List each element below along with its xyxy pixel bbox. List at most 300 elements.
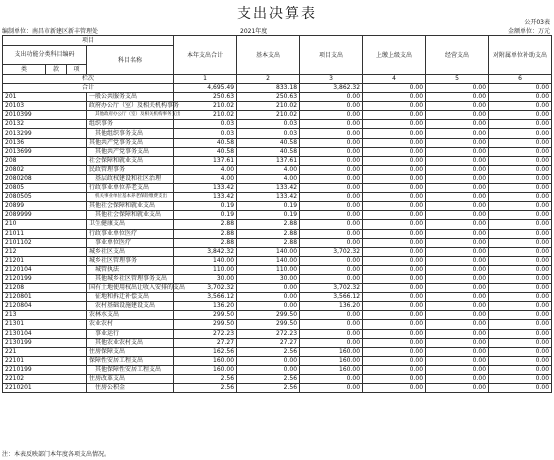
amount-cell: 0.00 (300, 174, 363, 183)
col-number: 5 (426, 75, 489, 84)
amount-cell: 27.27 (174, 338, 237, 347)
subject-name: 政府办公厅（室）及相关机构事务 (87, 102, 174, 111)
subject-code: 2120104 (3, 265, 87, 274)
col-header-upper: 上缴上级支出 (363, 36, 426, 75)
subject-code: 21301 (3, 320, 87, 329)
amount-cell: 0.00 (363, 338, 426, 347)
subject-name: 其他政府办公厅（室）及相关机构事务支出 (87, 111, 174, 120)
amount-cell: 250.63 (237, 93, 300, 102)
func-code-header: 支出功能分类科目编码 (3, 46, 87, 65)
table-row (3, 102, 552, 111)
table-row (3, 165, 552, 174)
amount-cell: 0.00 (489, 93, 552, 102)
amount-cell: 0.00 (363, 111, 426, 120)
footnote: 注：本表反映部门本年度各项支出情况。 (2, 451, 111, 458)
amount-cell: 0.00 (426, 211, 489, 220)
amount-cell: 0.00 (426, 111, 489, 120)
amount-cell: 0.00 (300, 184, 363, 193)
amount-cell: 0.00 (363, 138, 426, 147)
subject-code: 208 (3, 156, 87, 165)
amount-cell: 0.00 (489, 220, 552, 229)
amount-cell: 2.56 (237, 375, 300, 384)
amount-cell: 0.00 (426, 156, 489, 165)
amount-cell: 0.00 (300, 202, 363, 211)
amount-cell: 0.00 (237, 365, 300, 374)
amount-cell: 140.00 (237, 256, 300, 265)
amount-cell: 0.00 (300, 129, 363, 138)
col-header-project: 项目支出 (300, 36, 363, 75)
amount-cell: 0.00 (426, 102, 489, 111)
amount-cell: 0.00 (363, 247, 426, 256)
amount-cell: 0.00 (489, 293, 552, 302)
amount-cell: 0.00 (489, 111, 552, 120)
amount-cell: 136.20 (300, 302, 363, 311)
table-row (3, 111, 552, 120)
amount-cell: 3,842.32 (174, 247, 237, 256)
amount-cell: 0.00 (363, 129, 426, 138)
kuan-header: 款 (46, 65, 67, 75)
amount-cell: 0.00 (363, 311, 426, 320)
subject-code: 2130199 (3, 338, 87, 347)
amount-cell: 0.00 (300, 256, 363, 265)
total-cell: 0.00 (426, 84, 489, 93)
amount-cell: 0.00 (489, 302, 552, 311)
amount-cell: 0.00 (300, 138, 363, 147)
subject-name: 行政事业单位医疗 (87, 229, 174, 238)
subject-name: 住房保障支出 (87, 347, 174, 356)
table-row (3, 93, 552, 102)
amount-cell: 3,566.12 (300, 293, 363, 302)
subject-name: 组织事务 (87, 120, 174, 129)
amount-cell: 0.00 (489, 329, 552, 338)
amount-cell: 0.00 (300, 265, 363, 274)
table-row (3, 293, 552, 302)
subject-name: 其他社会保障和就业支出 (87, 211, 174, 220)
subject-code: 2089999 (3, 211, 87, 220)
subject-code: 2080208 (3, 174, 87, 183)
amount-cell: 0.00 (300, 165, 363, 174)
col-number: 6 (489, 75, 552, 84)
subject-code: 20899 (3, 202, 87, 211)
amount-cell: 3,702.32 (300, 247, 363, 256)
amount-cell: 0.00 (426, 384, 489, 393)
subject-name: 机关事业单位基本养老保险缴费支出 (87, 193, 174, 202)
table-row (3, 356, 552, 365)
amount-cell: 0.00 (489, 147, 552, 156)
amount-cell: 0.19 (237, 211, 300, 220)
subject-code: 210 (3, 220, 87, 229)
amount-cell: 0.00 (426, 138, 489, 147)
amount-cell: 2.56 (237, 384, 300, 393)
amount-cell: 0.03 (237, 129, 300, 138)
amount-cell: 0.00 (363, 365, 426, 374)
amount-cell: 3,702.32 (300, 284, 363, 293)
report-meta (2, 26, 550, 35)
table-row (3, 138, 552, 147)
subject-code: 2120801 (3, 293, 87, 302)
amount-cell: 0.00 (489, 184, 552, 193)
subject-name: 农林水支出 (87, 311, 174, 320)
amount-cell: 272.23 (174, 329, 237, 338)
amount-cell: 0.00 (300, 338, 363, 347)
amount-cell: 0.00 (489, 120, 552, 129)
amount-cell: 0.00 (489, 211, 552, 220)
table-row (3, 229, 552, 238)
amount-cell: 0.00 (426, 274, 489, 283)
amount-cell: 2.88 (237, 238, 300, 247)
amount-cell: 160.00 (174, 365, 237, 374)
amount-cell: 40.58 (174, 138, 237, 147)
table-row (3, 338, 552, 347)
amount-cell: 0.00 (426, 302, 489, 311)
total-row (3, 84, 552, 93)
amount-cell: 160.00 (174, 356, 237, 365)
amount-cell: 0.00 (300, 147, 363, 156)
amount-cell: 0.00 (426, 265, 489, 274)
expenditure-table (2, 35, 552, 393)
amount-cell: 27.27 (237, 338, 300, 347)
table-row (3, 274, 552, 283)
amount-cell: 0.00 (426, 256, 489, 265)
amount-cell: 0.00 (300, 384, 363, 393)
total-label: 合计 (3, 84, 174, 93)
amount-cell: 0.19 (237, 202, 300, 211)
table-row (3, 220, 552, 229)
col-header-subsidy: 对附属单位补助支出 (489, 36, 552, 75)
amount-cell: 299.50 (174, 311, 237, 320)
subject-code: 20805 (3, 184, 87, 193)
amount-cell: 0.00 (426, 202, 489, 211)
amount-cell: 0.00 (489, 274, 552, 283)
amount-cell: 0.03 (174, 120, 237, 129)
amount-cell: 0.00 (237, 284, 300, 293)
subject-name: 社会保障和就业支出 (87, 156, 174, 165)
amount-cell: 210.02 (237, 111, 300, 120)
amount-cell: 0.00 (363, 265, 426, 274)
amount-cell: 0.00 (363, 274, 426, 283)
amount-cell: 0.00 (363, 356, 426, 365)
amount-cell: 4.00 (174, 174, 237, 183)
rownum-label: 栏次 (3, 75, 174, 84)
amount-cell: 137.61 (237, 156, 300, 165)
amount-cell: 160.00 (300, 365, 363, 374)
total-cell: 3,862.32 (300, 84, 363, 93)
amount-cell: 299.50 (237, 320, 300, 329)
amount-cell: 299.50 (174, 320, 237, 329)
col-header-total: 本年支出合计 (174, 36, 237, 75)
amount-cell: 3,566.12 (174, 293, 237, 302)
amount-cell: 0.00 (363, 293, 426, 302)
amount-cell: 0.00 (426, 93, 489, 102)
table-row (3, 193, 552, 202)
subject-name: 行政事业单位养老支出 (87, 184, 174, 193)
subject-name: 国有土地使用权出让收入安排的支出 (87, 284, 174, 293)
subject-name: 城乡社区管理事务 (87, 256, 174, 265)
amount-cell: 0.00 (489, 311, 552, 320)
amount-cell: 0.00 (300, 238, 363, 247)
amount-cell: 0.00 (489, 375, 552, 384)
amount-cell: 0.03 (174, 129, 237, 138)
subject-name: 其他保障性安居工程支出 (87, 365, 174, 374)
subject-name: 事业单位医疗 (87, 238, 174, 247)
amount-cell: 0.00 (363, 211, 426, 220)
amount-cell: 133.42 (174, 184, 237, 193)
amount-cell: 0.00 (363, 102, 426, 111)
subject-name: 其他组织事务支出 (87, 129, 174, 138)
table-row (3, 147, 552, 156)
amount-cell: 0.00 (426, 120, 489, 129)
amount-cell: 0.00 (489, 102, 552, 111)
subject-code: 20132 (3, 120, 87, 129)
amount-cell: 0.00 (489, 356, 552, 365)
table-row (3, 174, 552, 183)
report-year: 2021年度 (240, 28, 268, 35)
amount-cell: 0.00 (363, 284, 426, 293)
amount-cell: 0.00 (363, 347, 426, 356)
subject-name-header: 科目名称 (87, 46, 174, 75)
amount-cell: 0.00 (426, 329, 489, 338)
amount-cell: 0.00 (489, 174, 552, 183)
amount-cell: 0.00 (489, 365, 552, 374)
subject-code: 20136 (3, 138, 87, 147)
preparing-unit: 编制单位：南昌市新建区新丰管理处 (2, 28, 99, 35)
subject-name: 其他共产党事务支出 (87, 138, 174, 147)
table-row (3, 284, 552, 293)
amount-cell: 0.00 (300, 375, 363, 384)
project-header: 项目 (3, 36, 174, 46)
subject-code: 213 (3, 311, 87, 320)
amount-cell: 0.00 (426, 193, 489, 202)
amount-cell: 0.00 (363, 375, 426, 384)
subject-code: 20802 (3, 165, 87, 174)
table-row (3, 120, 552, 129)
amount-cell: 4.00 (237, 165, 300, 174)
amount-cell: 0.00 (300, 193, 363, 202)
amount-cell: 0.00 (426, 365, 489, 374)
amount-cell: 0.00 (363, 384, 426, 393)
amount-cell: 0.00 (363, 256, 426, 265)
subject-code: 20103 (3, 102, 87, 111)
subject-name: 卫生健康支出 (87, 220, 174, 229)
total-cell: 833.18 (237, 84, 300, 93)
amount-cell: 0.00 (489, 284, 552, 293)
amount-cell: 0.00 (237, 293, 300, 302)
amount-cell: 0.00 (363, 93, 426, 102)
amount-cell: 0.00 (363, 229, 426, 238)
subject-code: 2130104 (3, 329, 87, 338)
amount-cell: 0.00 (489, 202, 552, 211)
amount-cell: 0.00 (300, 329, 363, 338)
amount-cell: 2.88 (237, 220, 300, 229)
subject-code: 2010399 (3, 111, 87, 120)
amount-cell: 210.02 (174, 111, 237, 120)
table-row (3, 202, 552, 211)
amount-cell: 2.56 (174, 375, 237, 384)
amount-cell: 160.00 (300, 356, 363, 365)
subject-code: 201 (3, 93, 87, 102)
subject-code: 21201 (3, 256, 87, 265)
amount-cell: 0.00 (489, 238, 552, 247)
amount-cell: 0.00 (237, 302, 300, 311)
subject-name: 其他共产党事务支出 (87, 147, 174, 156)
amount-cell: 0.00 (426, 320, 489, 329)
amount-cell: 0.00 (489, 384, 552, 393)
subject-code: 21011 (3, 229, 87, 238)
subject-name: 其他社会保障和就业支出 (87, 202, 174, 211)
subject-name: 城管执法 (87, 265, 174, 274)
col-number: 3 (300, 75, 363, 84)
amount-cell: 0.19 (174, 202, 237, 211)
amount-cell: 0.00 (426, 229, 489, 238)
amount-cell: 2.88 (174, 238, 237, 247)
page-title: 支出决算表 (237, 6, 317, 22)
amount-cell: 0.00 (300, 111, 363, 120)
amount-cell: 0.00 (300, 311, 363, 320)
amount-cell: 210.02 (237, 102, 300, 111)
table-row (3, 329, 552, 338)
amount-cell: 162.56 (174, 347, 237, 356)
amount-cell: 0.00 (426, 247, 489, 256)
amount-cell: 0.00 (489, 129, 552, 138)
subject-code: 2120804 (3, 302, 87, 311)
amount-cell: 0.00 (489, 156, 552, 165)
table-row (3, 247, 552, 256)
col-number: 2 (237, 75, 300, 84)
amount-cell: 0.00 (489, 165, 552, 174)
amount-cell: 2.88 (237, 229, 300, 238)
amount-cell: 0.00 (426, 184, 489, 193)
subject-code: 22102 (3, 375, 87, 384)
table-row (3, 156, 552, 165)
amount-cell: 0.00 (489, 138, 552, 147)
amount-cell: 4.00 (174, 165, 237, 174)
amount-cell: 0.00 (489, 320, 552, 329)
amount-cell: 272.23 (237, 329, 300, 338)
amount-cell: 0.00 (363, 220, 426, 229)
amount-cell: 110.00 (237, 265, 300, 274)
amount-cell: 3,702.32 (174, 284, 237, 293)
amount-cell: 2.56 (174, 384, 237, 393)
col-number: 1 (174, 75, 237, 84)
amount-cell: 0.00 (363, 202, 426, 211)
amount-cell: 40.58 (237, 138, 300, 147)
subject-code: 21208 (3, 284, 87, 293)
table-row (3, 365, 552, 374)
amount-cell: 140.00 (237, 247, 300, 256)
amount-cell: 137.61 (174, 156, 237, 165)
amount-cell: 133.42 (237, 193, 300, 202)
amount-cell: 0.00 (426, 311, 489, 320)
subject-name: 一般公共服务支出 (87, 93, 174, 102)
table-row (3, 320, 552, 329)
amount-cell: 140.00 (174, 256, 237, 265)
total-cell: 0.00 (489, 84, 552, 93)
amount-cell: 0.00 (426, 356, 489, 365)
amount-cell: 110.00 (174, 265, 237, 274)
amount-cell: 40.58 (174, 147, 237, 156)
subject-name: 其他农业农村支出 (87, 338, 174, 347)
subject-name: 征地和拆迁补偿支出 (87, 293, 174, 302)
amount-cell: 0.00 (363, 329, 426, 338)
amount-cell: 0.00 (426, 338, 489, 347)
amount-cell: 0.00 (489, 347, 552, 356)
table-row (3, 184, 552, 193)
amount-cell: 0.00 (300, 102, 363, 111)
amount-cell: 0.19 (174, 211, 237, 220)
lei-header: 类 (3, 65, 46, 75)
amount-cell: 0.00 (363, 120, 426, 129)
amount-cell: 299.50 (237, 311, 300, 320)
amount-cell: 0.00 (363, 156, 426, 165)
amount-cell: 0.00 (300, 93, 363, 102)
subject-name: 保障性安居工程支出 (87, 356, 174, 365)
amount-cell: 0.00 (489, 338, 552, 347)
amount-cell: 0.00 (237, 356, 300, 365)
xiang-header: 项 (67, 65, 87, 75)
subject-code: 212 (3, 247, 87, 256)
subject-name: 城乡社区支出 (87, 247, 174, 256)
table-row (3, 238, 552, 247)
amount-cell: 0.00 (363, 184, 426, 193)
amount-cell: 0.00 (300, 229, 363, 238)
amount-cell: 0.00 (426, 129, 489, 138)
amount-cell: 0.00 (300, 220, 363, 229)
table-row (3, 375, 552, 384)
subject-name: 民政管理事务 (87, 165, 174, 174)
amount-cell: 0.00 (363, 174, 426, 183)
amount-cell: 0.00 (489, 229, 552, 238)
amount-cell: 0.00 (363, 165, 426, 174)
table-row (3, 211, 552, 220)
amount-cell: 0.00 (489, 193, 552, 202)
amount-cell: 0.00 (300, 274, 363, 283)
amount-cell: 2.88 (174, 229, 237, 238)
amount-cell: 136.20 (174, 302, 237, 311)
subject-code: 2210201 (3, 384, 87, 393)
amount-cell: 0.00 (426, 284, 489, 293)
subject-name: 农村基础设施建设支出 (87, 302, 174, 311)
col-header-basic: 基本支出 (237, 36, 300, 75)
table-row (3, 347, 552, 356)
total-cell: 0.00 (363, 84, 426, 93)
money-unit: 金额单位：万元 (507, 28, 550, 35)
amount-cell: 0.00 (300, 320, 363, 329)
amount-cell: 40.58 (237, 147, 300, 156)
amount-cell: 0.00 (489, 265, 552, 274)
amount-cell: 0.00 (426, 147, 489, 156)
subject-name: 农业农村 (87, 320, 174, 329)
subject-name: 其他城乡社区管理事务支出 (87, 274, 174, 283)
amount-cell: 0.00 (363, 320, 426, 329)
amount-cell: 250.63 (174, 93, 237, 102)
amount-cell: 0.00 (363, 302, 426, 311)
subject-code: 2210199 (3, 365, 87, 374)
table-row (3, 256, 552, 265)
subject-name: 事业运行 (87, 329, 174, 338)
subject-code: 22101 (3, 356, 87, 365)
amount-cell: 0.03 (237, 120, 300, 129)
col-number: 4 (363, 75, 426, 84)
col-header-business: 经营支出 (426, 36, 489, 75)
amount-cell: 2.88 (174, 220, 237, 229)
subject-code: 221 (3, 347, 87, 356)
table-row (3, 129, 552, 138)
amount-cell: 0.00 (300, 156, 363, 165)
total-cell: 4,695.49 (174, 84, 237, 93)
amount-cell: 0.00 (489, 247, 552, 256)
subject-name: 住房改革支出 (87, 375, 174, 384)
amount-cell: 0.00 (363, 193, 426, 202)
